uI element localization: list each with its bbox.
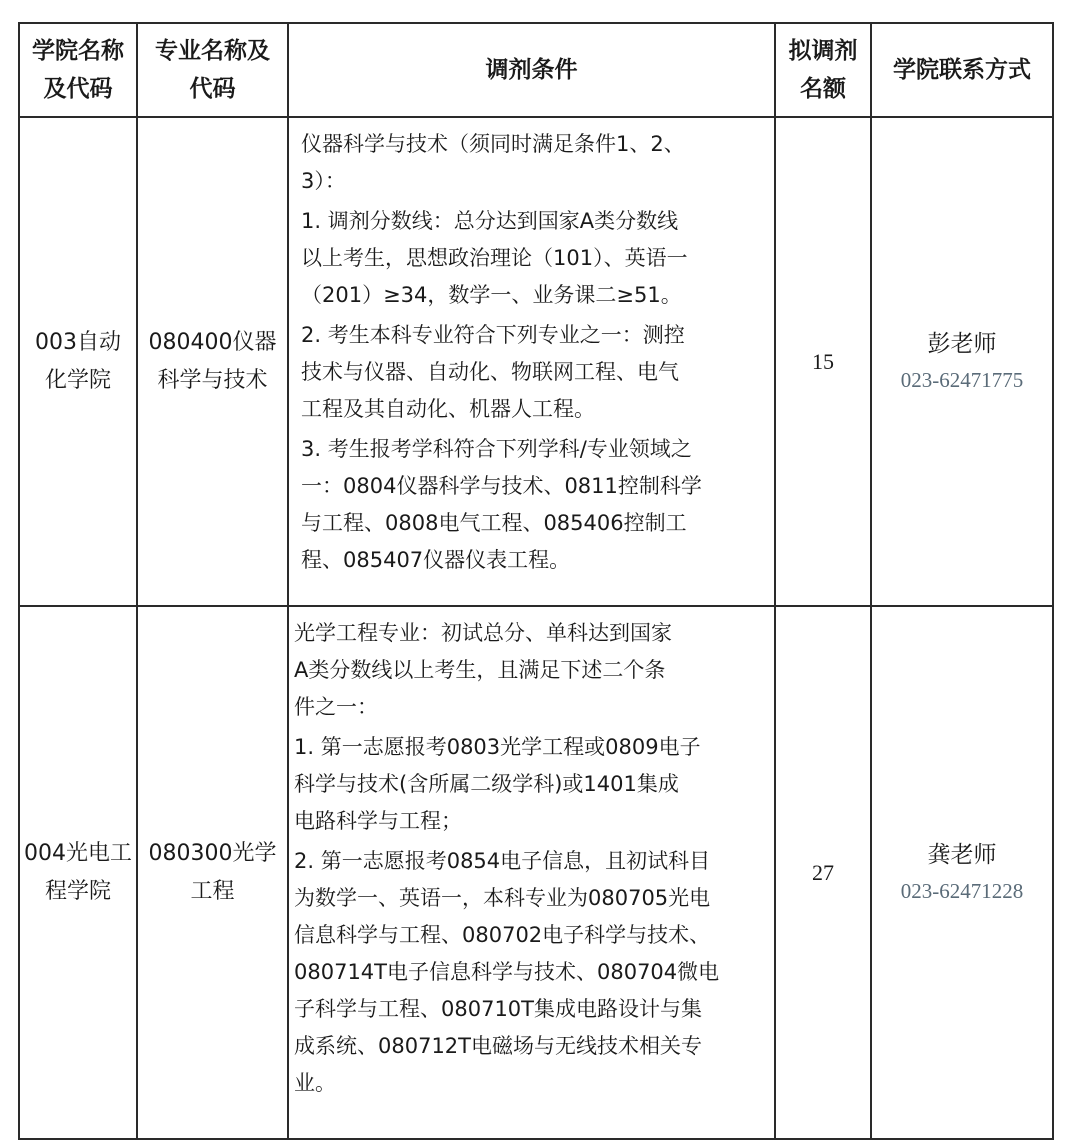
condition-paragraph: 3. 考生报考学科符合下列学科/专业领域之 一：0804仪器科学与技术、0811控制科学 与工程、0808电气工程、085406控制工 程、085407仪器仪表工程。 <box>301 437 702 572</box>
condition-paragraph: 1. 第一志愿报考0803光学工程或0809电子 科学与技术(含所属二级学科)或1401集成 电路科学与工程； <box>294 735 701 833</box>
row-2-contact <box>872 607 1052 1138</box>
row-1-college: 003自动 化学院 <box>35 329 121 393</box>
condition-paragraph: 2. 考生本科专业符合下列专业之一：测控 技术与仪器、自动化、物联网工程、电气 工程及其自动化、机器人工程。 <box>301 323 685 421</box>
header-major: 专业名称及 代码 <box>155 38 270 102</box>
table-border-bottom <box>18 1138 1054 1140</box>
header-contact: 学院联系方式 <box>893 57 1031 83</box>
row-2-quota: 27 <box>812 859 834 885</box>
contact-phone: 023-62471228 <box>900 878 1024 903</box>
column-divider <box>287 22 289 1140</box>
row-1-conditions <box>301 126 771 582</box>
condition-paragraph: 1. 调剂分数线：总分达到国家A类分数线 以上考生，思想政治理论（101）、英语一 （201）≥34，数学一、业务课二≥51。 <box>301 209 688 307</box>
header-college: 学院名称 及代码 <box>32 38 124 102</box>
header-conditions: 调剂条件 <box>485 57 578 83</box>
condition-paragraph: 光学工程专业：初试总分、单科达到国家 A类分数线以上考生，且满足下述二个条 件之一： <box>294 621 672 719</box>
condition-paragraph: 2. 第一志愿报考0854电子信息，且初试科目 为数学一、英语一，本科专业为080705光电 信息科学与工程、080702电子科学与技术、 080714T电子信息科学与技术、080704微电 子科学与工程、080710T集成电路设计与集 成系统、080712T电磁场与无线技术相关专 业。 <box>294 849 720 1095</box>
contact-person: 彭老师 <box>927 330 997 357</box>
contact-phone: 023-62471775 <box>900 367 1024 392</box>
row-1-contact <box>872 118 1052 605</box>
row-2-conditions <box>294 615 772 1105</box>
adjustment-table <box>18 22 1054 1140</box>
row-2-major: 080300光学 工程 <box>148 840 277 904</box>
row-1-major: 080400仪器 科学与技术 <box>148 329 277 393</box>
table-border-right <box>1052 22 1054 1140</box>
row-1-quota: 15 <box>812 348 834 374</box>
contact-person: 龚老师 <box>927 841 997 868</box>
condition-paragraph: 仪器科学与技术（须同时满足条件1、2、 3）： <box>301 132 685 193</box>
row-2-college: 004光电工 程学院 <box>24 840 132 904</box>
header-quota: 拟调剂 名额 <box>788 38 858 102</box>
